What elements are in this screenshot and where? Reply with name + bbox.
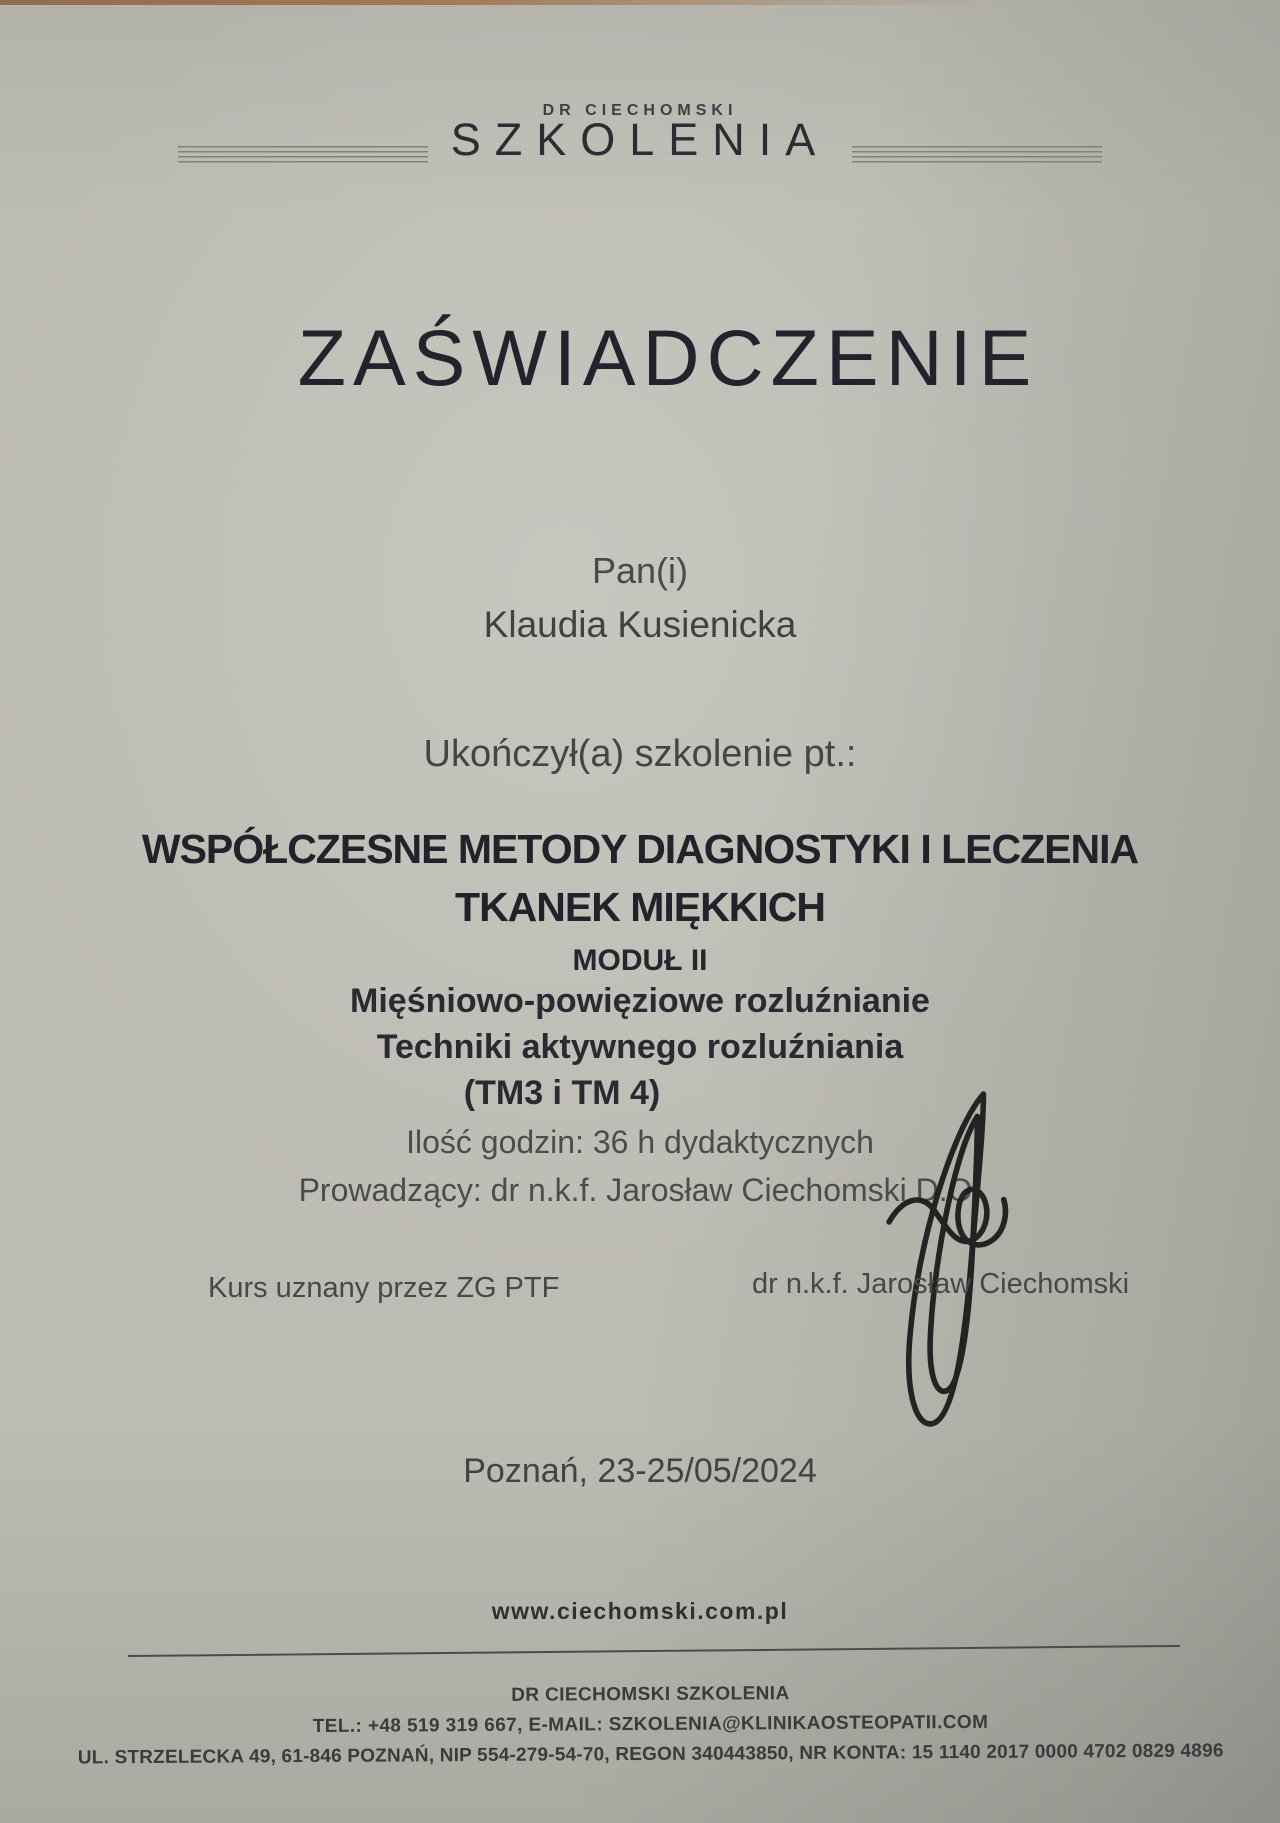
recipient-name: Klaudia Kusienicka — [483, 604, 797, 645]
course-instructor: Prowadzący: dr n.k.f. Jarosław Ciechomski D.O. — [298, 1172, 982, 1208]
certificate-title: ZAŚWIADCZENIE — [297, 313, 1039, 402]
signer-name: dr n.k.f. Jarosław Ciechomski — [752, 1268, 1130, 1300]
salutation: Pan(i) — [591, 550, 689, 591]
logo-rules-right-icon — [852, 146, 1102, 163]
course-subtitle-line3: (TM3 i TM 4) — [463, 1074, 661, 1112]
logo-brand-main: SZKOLENIA — [450, 114, 830, 165]
course-module: MODUŁ II — [572, 944, 708, 977]
footer-address: UL. STRZELECKA 49, 61-846 POZNAŃ, NIP 554-279-54-70, REGON 340443850, NR KONTA: 15 1140 2017 0000 4702 0829 4896 — [77, 1740, 1224, 1769]
completion-line: Ukończył(a) szkolenie pt.: — [423, 733, 857, 775]
accreditation-note: Kurs uznany przez ZG PTF — [208, 1272, 560, 1304]
logo-rules-left-icon — [178, 146, 428, 163]
course-title-line2: TKANEK MIĘKKICH — [455, 884, 825, 930]
course-hours: Ilość godzin: 36 h dydaktycznych — [406, 1124, 874, 1160]
course-subtitle-line1: Mięśniowo-powięziowe rozluźnianie — [350, 982, 930, 1020]
table-edge-strip — [0, 0, 1280, 5]
website-url: www.ciechomski.com.pl — [491, 1598, 789, 1624]
footer-contact: TEL.: +48 519 319 667, E-MAIL: SZKOLENIA@KLINIKAOSTEOPATII.COM — [312, 1711, 989, 1738]
place-and-date: Poznań, 23-25/05/2024 — [463, 1452, 817, 1490]
course-title-line1: WSPÓŁCZESNE METODY DIAGNOSTYKI I LECZENIA — [141, 826, 1139, 872]
footer-company: DR CIECHOMSKI SZKOLENIA — [511, 1683, 790, 1706]
course-subtitle-line2: Techniki aktywnego rozluźniania — [376, 1028, 904, 1066]
logo-brand-top: DR CIECHOMSKI — [542, 102, 738, 119]
footer-divider — [128, 1645, 1180, 1657]
signature-icon — [886, 1088, 1018, 1438]
